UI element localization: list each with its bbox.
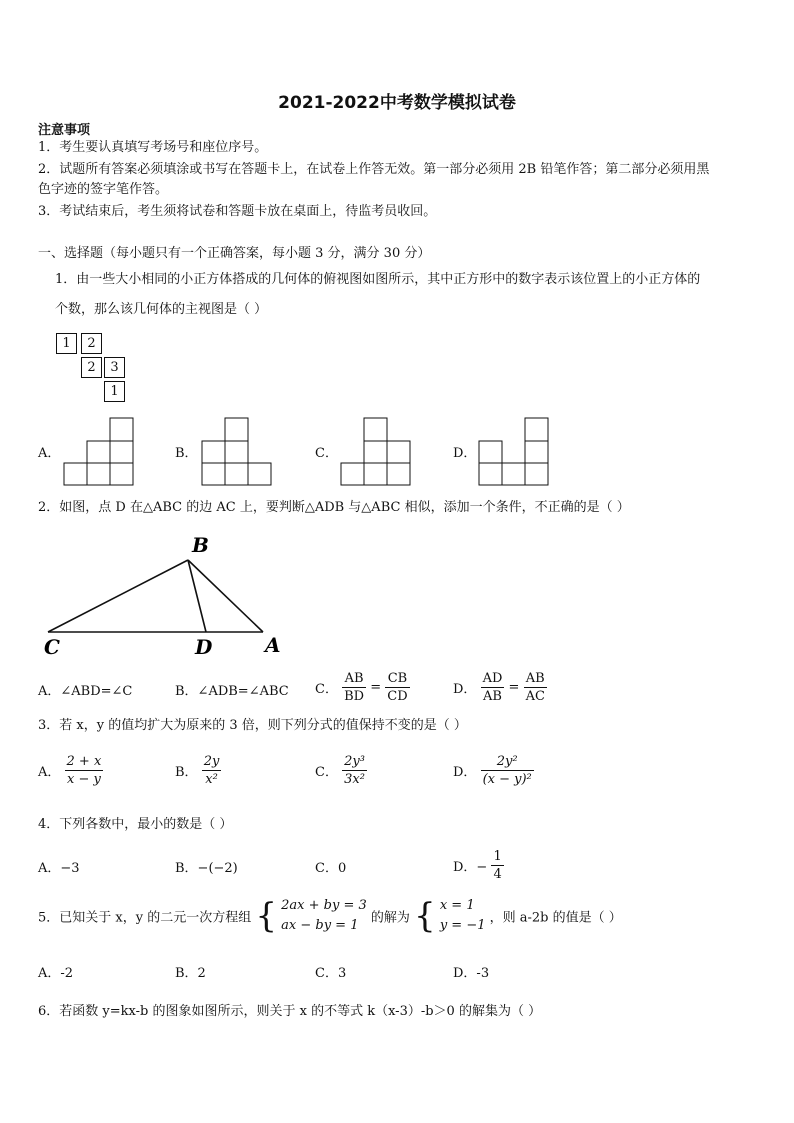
vertex-label-b: B: [192, 533, 209, 557]
notice-item-3: 3．考试结束后，考生须将试卷和答题卡放在桌面上，待监考员收回。: [38, 204, 437, 219]
page-title: 2021-2022中考数学模拟试卷: [278, 93, 516, 113]
grid-cell: 2: [81, 357, 102, 378]
fraction: $\frac{2 + x}{x - y}$: [66, 754, 102, 787]
brace-icon: {: [255, 896, 277, 936]
q1-option-a-label: A．: [38, 446, 61, 461]
fraction: $\frac{AD}{AB}$: [482, 671, 503, 704]
grid-cell: 2: [81, 333, 102, 354]
q1-option-d-label: D．: [453, 446, 477, 461]
fraction: $\frac{AB}{BD}$: [344, 671, 365, 704]
q5-option-b: B．2: [175, 966, 206, 981]
q4-text: 4．下列各数中，最小的数是（ ）: [38, 817, 233, 832]
q2-option-d: D． $\frac{AD}{AB}$ = $\frac{AB}{AC}$: [453, 671, 545, 704]
q3-option-a: A． $\frac{2 + x}{x - y}$: [38, 754, 102, 787]
q6-text: 6．若函数 y=kx-b 的图象如图所示，则关于 x 的不等式 k（x-3）-b＞0 的解集为（ ）: [38, 1004, 542, 1019]
q5-text-mid: 的解为: [370, 910, 410, 926]
notice-item-2: 2．试题所有答案必须填涂或书写在答题卡上，在试卷上作答无效。第一部分必须用 2B 铅笔作答；第二部分必须用黑: [38, 162, 710, 177]
fraction: $\frac{2y}{\text{x²}}$: [203, 754, 220, 787]
q1-text-line2: 个数，那么该几何体的主视图是（ ）: [55, 302, 268, 317]
q5-option-a: A．-2: [38, 966, 74, 981]
grid-cell: 1: [104, 381, 125, 402]
q3-text: 3．若 x，y 的值均扩大为原来的 3 倍，则下列分式的值保持不变的是（ ）: [38, 718, 467, 733]
fraction: $\frac{\text{2y²}}{\text{(x − y)²}}$: [482, 754, 532, 787]
q4-option-c: C．0: [315, 861, 347, 876]
q5-text-post: ，则 a-2b 的值是（ ）: [489, 910, 622, 926]
notice-heading: 注意事项: [38, 123, 91, 138]
fraction: $\frac{CB}{CD}$: [387, 671, 408, 704]
q1-option-c-figure: [340, 416, 412, 486]
q5-text-pre: 5．已知关于 x，y 的二元一次方程组: [38, 910, 252, 926]
q1-text-line1: 1．由一些大小相同的小正方体搭成的几何体的俯视图如图所示，其中正方形中的数字表示该位置上的小正方体的: [55, 272, 701, 287]
q5-option-d: D．-3: [453, 966, 490, 981]
q1-option-b-figure: [201, 416, 273, 486]
q1-option-d-figure: [478, 416, 550, 486]
fraction: $\frac{AB}{AC}$: [525, 671, 545, 704]
q2-option-d-label: D．: [453, 682, 477, 697]
q2-option-c: C． $\frac{AB}{BD}$ = $\frac{CB}{CD}$: [315, 671, 408, 704]
grid-cell: 3: [104, 357, 125, 378]
vertex-label-c: C: [44, 635, 60, 659]
q5-option-c: C．3: [315, 966, 347, 981]
q2-option-b: B．∠ADB=∠ABC: [175, 684, 289, 699]
q3-option-c: C． $\frac{\text{2y³}}{\text{3x²}}$: [315, 754, 365, 787]
notice-item-1: 1．考生要认真填写考场号和座位序号。: [38, 140, 268, 155]
q1-option-b-label: B．: [175, 446, 198, 461]
q5-solution-system: x = 1 y = −1: [439, 898, 486, 933]
fraction: $\frac{1}{4}$: [493, 849, 502, 882]
q3-option-d: D． $\frac{\text{2y²}}{\text{(x − y)²}}$: [453, 754, 532, 787]
vertex-label-a: A: [265, 633, 281, 657]
q2-option-c-label: C．: [315, 682, 338, 697]
q2-triangle-figure: [40, 530, 300, 664]
q4-option-d: D．− $\frac{1}{4}$: [453, 849, 502, 882]
section-heading-choice: 一、选择题（每小题只有一个正确答案，每小题 3 分，满分 30 分）: [38, 246, 431, 261]
q1-option-a-figure: [63, 416, 135, 486]
q3-option-b: B． $\frac{2y}{\text{x²}}$: [175, 754, 220, 787]
grid-cell: 1: [56, 333, 77, 354]
q5-equation-system: 2ax + by = 3 ax − by = 1: [281, 898, 367, 933]
q2-text: 2．如图，点 D 在△ABC 的边 AC 上，要判断△ADB 与△ABC 相似，添加一个条件，不正确的是（ ）: [38, 500, 630, 515]
vertex-label-d: D: [195, 635, 213, 659]
brace-icon: {: [414, 896, 436, 936]
fraction: $\frac{\text{2y³}}{\text{3x²}}$: [344, 754, 365, 787]
q4-option-b: B．−(−2): [175, 861, 238, 876]
q4-option-a: A．−3: [38, 861, 80, 876]
q5-text: [38, 896, 622, 936]
notice-item-2-cont: 色字迹的签字笔作答。: [38, 182, 169, 197]
q1-option-c-label: C．: [315, 446, 338, 461]
q2-option-a: A．∠ABD=∠C: [38, 684, 133, 699]
